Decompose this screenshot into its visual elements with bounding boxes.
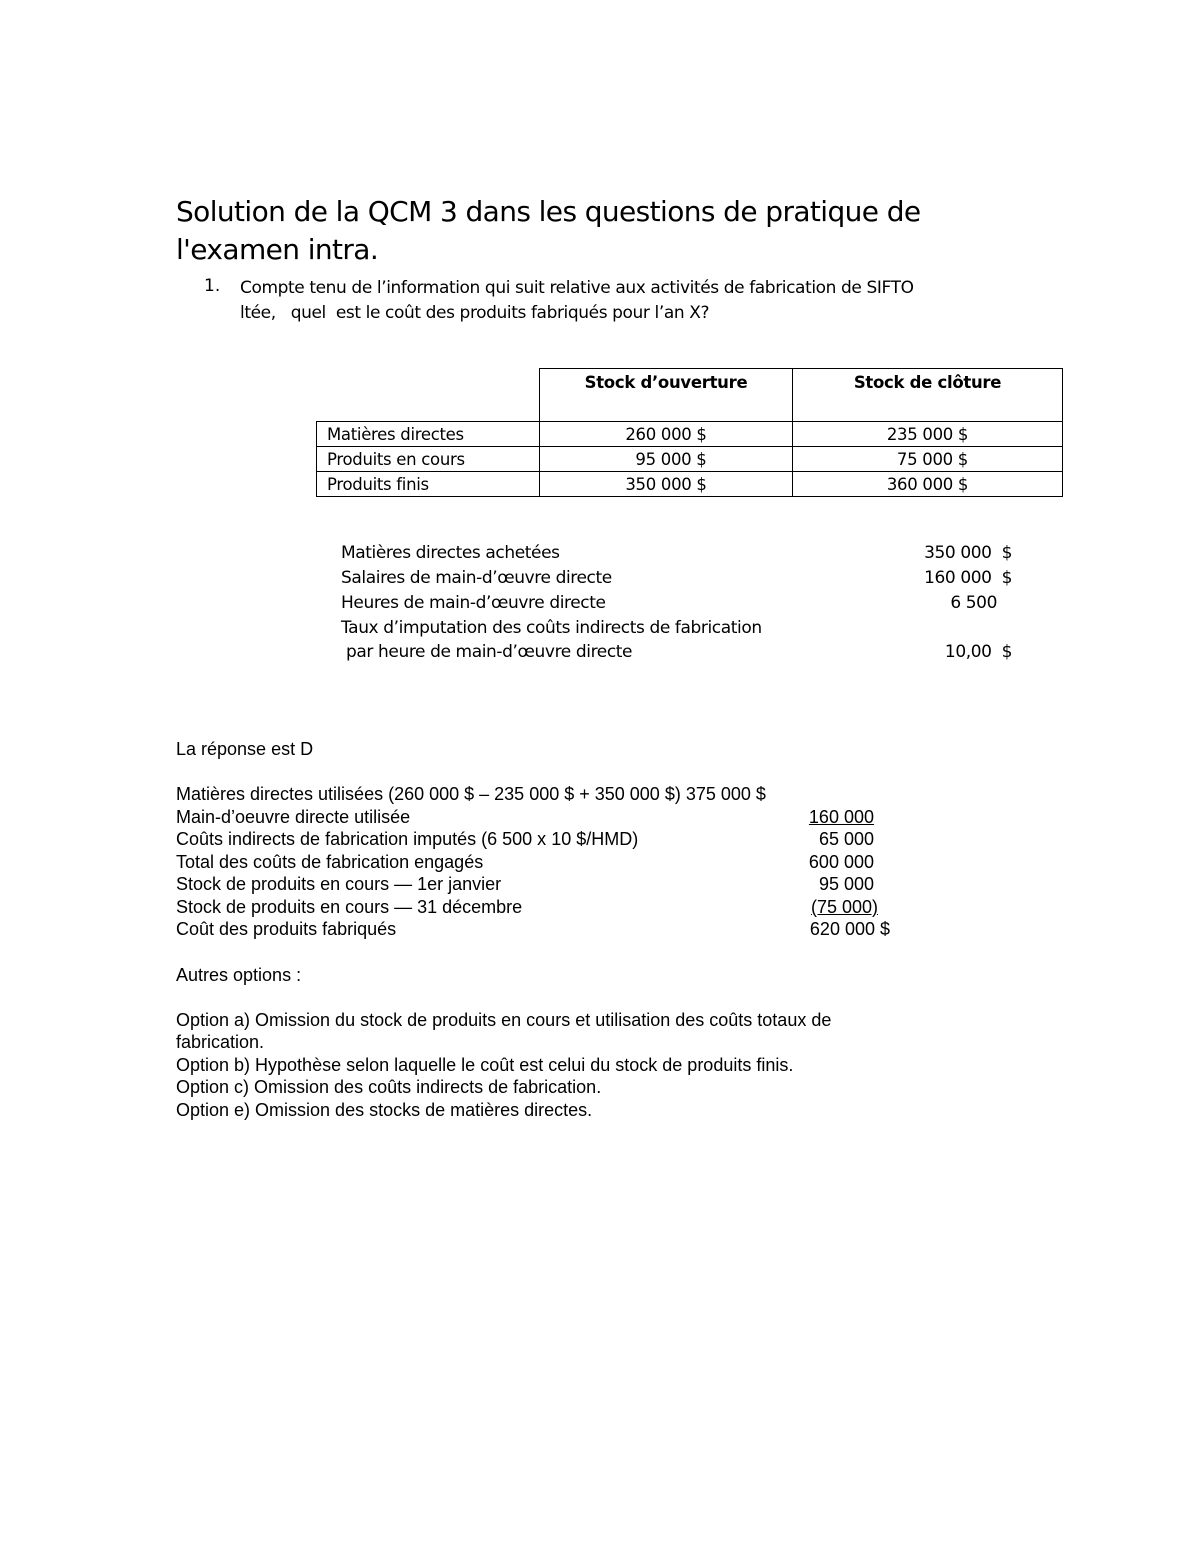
option-line: Option b) Hypothèse selon laquelle le coût est celui du stock de produits finis. xyxy=(176,1055,794,1075)
row-closing: 360 000 $ xyxy=(793,472,1063,497)
info-label: Matières directes achetées xyxy=(341,543,560,563)
answer-first-line: Matières directes utilisées (260 000 $ – 235 000 $ + 350 000 $) 375 000 $ xyxy=(176,784,766,804)
question-line-1: Compte tenu de l’information qui suit relative aux activités de fabrication de SIFTO xyxy=(240,278,914,298)
stock-table xyxy=(316,368,1063,497)
info-value: 6 500 xyxy=(950,593,1012,613)
answer-line-value xyxy=(754,807,874,828)
info-label: Salaires de main-d’œuvre directe xyxy=(341,568,612,588)
answer-line-label: Coûts indirects de fabrication imputés (6 500 x 10 $/HMD) xyxy=(176,829,639,849)
answer-line-value: 600 000 xyxy=(808,852,874,872)
question-line-2: ltée, quel est le coût des produits fabriqués pour l’an X? xyxy=(240,303,710,323)
answer-line-value: 65 000 xyxy=(818,829,874,849)
info-value: 160 000 $ xyxy=(924,568,1012,588)
info-value: 10,00 $ xyxy=(944,642,1012,662)
row-opening: 260 000 $ xyxy=(540,422,793,447)
answer-line-label: Stock de produits en cours — 1er janvier xyxy=(176,874,502,894)
info-value: 350 000 $ xyxy=(924,543,1012,563)
question-text xyxy=(240,276,1000,326)
answer-value-text: (75 000) xyxy=(810,897,878,917)
table-row xyxy=(317,422,1063,447)
answer-line-label: Coût des produits fabriqués xyxy=(176,919,397,939)
info-label: Heures de main-d’œuvre directe xyxy=(341,593,606,613)
option-line: Option a) Omission du stock de produits en cours et utilisation des coûts totaux de xyxy=(176,1010,832,1030)
stock-table-header xyxy=(317,369,1063,422)
option-line: Option e) Omission des stocks de matières directes. xyxy=(176,1100,593,1120)
info-label: par heure de main-d’œuvre directe xyxy=(341,642,633,662)
row-opening: 95 000 $ xyxy=(540,447,793,472)
question-number: 1. xyxy=(204,276,221,296)
row-label: Produits en cours xyxy=(317,447,540,472)
row-closing: 75 000 $ xyxy=(793,447,1063,472)
row-label: Produits finis xyxy=(317,472,540,497)
table-row xyxy=(317,472,1063,497)
answer-line-label: Total des coûts de fabrication engagés xyxy=(176,852,484,872)
answer-line-value xyxy=(758,897,878,918)
option-line: Option c) Omission des coûts indirects de fabrication. xyxy=(176,1077,602,1097)
row-closing: 235 000 $ xyxy=(793,422,1063,447)
header-opening: Stock d’ouverture xyxy=(540,369,793,422)
answer-line-label: Stock de produits en cours — 31 décembre xyxy=(176,897,523,917)
answer-value-text: 160 000 xyxy=(808,807,874,827)
header-empty xyxy=(317,369,540,422)
answer-line-label: Main-d’oeuvre directe utilisée xyxy=(176,807,411,827)
info-label: Taux d’imputation des coûts indirects de fabrication xyxy=(341,618,762,638)
row-opening: 350 000 $ xyxy=(540,472,793,497)
option-line: fabrication. xyxy=(176,1032,265,1052)
answer-heading: La réponse est D xyxy=(176,739,314,759)
table-row xyxy=(317,447,1063,472)
answer-line-value: 95 000 xyxy=(818,874,874,894)
other-options-heading: Autres options : xyxy=(176,965,302,985)
document-title: Solution de la QCM 3 dans les questions de pratique de l'examen intra. xyxy=(176,195,921,266)
answer-line-value: 620 000 $ xyxy=(809,919,890,939)
header-closing: Stock de clôture xyxy=(793,369,1063,422)
row-label: Matières directes xyxy=(317,422,540,447)
